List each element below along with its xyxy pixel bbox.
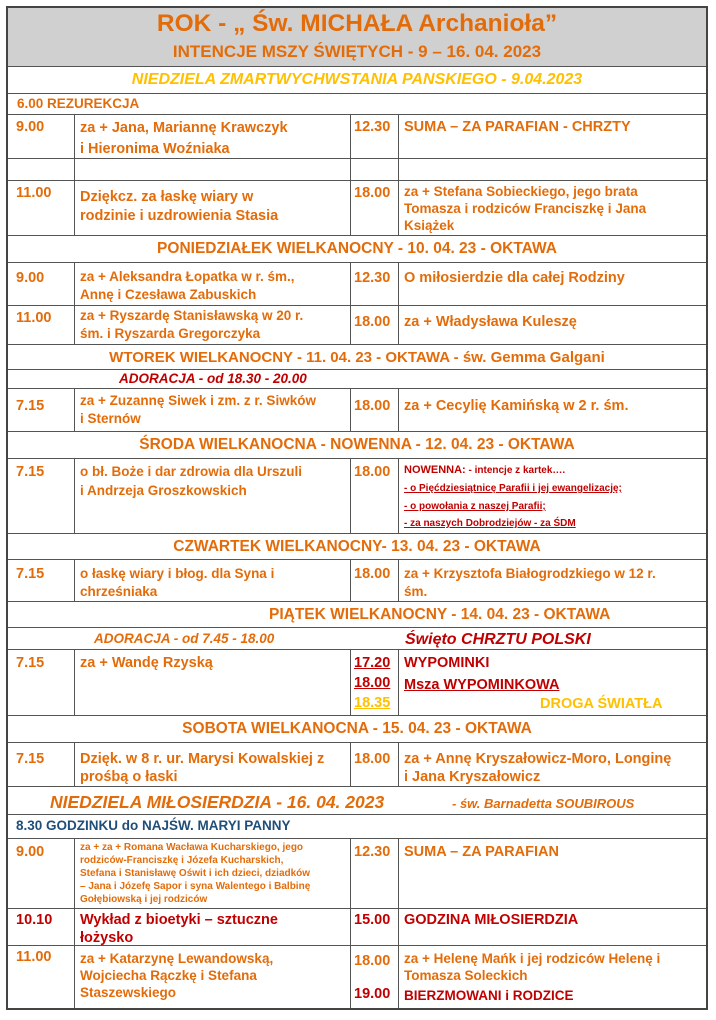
- intention-line: WYPOMINKI: [404, 655, 490, 671]
- feast-title: Święto CHRZTU POLSKI: [405, 631, 591, 648]
- mass-time: 7.15: [16, 655, 45, 671]
- day-title-monday: PONIEDZIAŁEK WIELKANOCNY - 10. 04. 23 - OKTAWA: [157, 240, 557, 257]
- col-divider: [350, 388, 351, 431]
- mass-time: 18.00: [354, 185, 391, 201]
- intention-line: za + Katarzynę Lewandowską,: [80, 951, 274, 966]
- col-divider: [350, 114, 351, 235]
- divider: [8, 533, 706, 534]
- col-divider: [74, 649, 75, 715]
- col-divider: [350, 559, 351, 601]
- intention-line: za + Ryszardę Stanisławską w 20 r.: [80, 308, 304, 323]
- intention-line: Dzięk. w 8 r. ur. Marysi Kowalskiej z: [80, 751, 325, 767]
- intention-line: o łaskę wiary i błog. dla Syna i: [80, 566, 275, 581]
- divider: [8, 559, 706, 560]
- divider: [8, 344, 706, 345]
- mass-time: 18.00: [354, 566, 391, 582]
- divider: [8, 431, 706, 432]
- novena-label: NOWENNA:: [404, 464, 466, 476]
- divider: [8, 388, 706, 389]
- col-divider: [74, 458, 75, 533]
- col-divider: [398, 559, 399, 601]
- intention-line: chrześniaka: [80, 584, 158, 599]
- novena-heading: [404, 464, 565, 477]
- divider: [8, 601, 706, 602]
- day-title-wednesday: ŚRODA WIELKANOCNA - NOWENNA - 12. 04. 23 - OKTAWA: [139, 436, 575, 453]
- col-divider: [74, 388, 75, 431]
- col-divider: [398, 742, 399, 786]
- divider: [8, 305, 706, 306]
- intention-line: za + Zuzannę Siwek i zm. z r. Siwków: [80, 393, 316, 408]
- mass-time: 18.00: [354, 464, 391, 480]
- col-divider: [398, 114, 399, 235]
- intention-line: za + Annę Kryszałowicz-Moro, Longinę: [404, 751, 672, 767]
- col-divider: [350, 742, 351, 786]
- mass-time: 7.15: [16, 751, 45, 767]
- divider: [8, 649, 706, 650]
- novena-intention: - za naszych Dobrodziejów - za ŚDM: [404, 518, 576, 529]
- day-title-divine-mercy-sunday: NIEDZIELA MIŁOSIERDZIA - 16. 04. 2023: [50, 792, 385, 812]
- mass-time: 7.15: [16, 398, 45, 414]
- col-divider: [398, 458, 399, 533]
- mass-time: 18.00: [354, 314, 391, 330]
- intention-line: śm.: [404, 584, 428, 599]
- intention-line: za + za + Romana Wacława Kucharskiego, jego: [80, 842, 304, 853]
- col-divider: [74, 559, 75, 601]
- intention-line: Msza WYPOMINKOWA: [404, 677, 560, 693]
- intention-line: za + Władysława Kuleszę: [404, 314, 577, 330]
- day-title-tuesday: WTOREK WIELKANOCNY - 11. 04. 23 - OKTAWA - św. Gemma Galgani: [109, 349, 605, 366]
- intention-line: rodziców-Franciszkę i Józefa Kucharskich,: [80, 855, 284, 866]
- day-title-friday: PIĄTEK WIELKANOCNY - 14. 04. 23 - OKTAWA: [269, 606, 611, 623]
- mass-time: 11.00: [16, 949, 52, 965]
- divider: [8, 262, 706, 263]
- col-divider: [74, 838, 75, 1008]
- event-line: GODZINA MIŁOSIERDZIA: [404, 912, 579, 928]
- intention-line: prośbą o łaski: [80, 769, 178, 785]
- intention-line: Książek: [404, 218, 455, 233]
- intention-line: Annę i Czesława Zabuskich: [80, 287, 257, 302]
- novena-intention: - o powołania z naszej Parafii;: [404, 501, 546, 512]
- divider: [8, 66, 706, 67]
- intention-line: za + Helenę Mańk i jej rodziców Helenę i: [404, 951, 661, 966]
- mass-time: 12.30: [354, 119, 391, 135]
- intention-line: za + Wandę Rzyską: [80, 655, 213, 671]
- lecture-line: Wykład z bioetyki – sztuczne: [80, 912, 278, 928]
- intention-line: rodzinie i uzdrowienia Stasia: [80, 208, 279, 224]
- mass-time: 12.30: [354, 844, 391, 860]
- intention-line: za + Krzysztofa Białogrodzkiego w 12 r.: [404, 566, 656, 581]
- mass-time: 15.00: [354, 912, 391, 928]
- divider: [8, 908, 706, 909]
- intention-line: Tomasza i rodziców Franciszkę i Jana: [404, 201, 647, 216]
- col-divider: [398, 388, 399, 431]
- col-divider: [74, 742, 75, 786]
- note-godzinki: 8.30 GODZINKU do NAJŚW. MARYI PANNY: [16, 818, 291, 833]
- intention-line: i Jana Kryszałowicz: [404, 769, 541, 785]
- intention-line: Gołębiowską i jej rodziców: [80, 894, 208, 905]
- intention-line: i Sternów: [80, 411, 141, 426]
- intention-line: DROGA ŚWIATŁA: [540, 696, 663, 712]
- intention-line: Tomasza Soleckich: [404, 968, 528, 983]
- col-divider: [398, 649, 399, 715]
- divider: [8, 838, 706, 839]
- intention-line: za + Jana, Mariannę Krawczyk: [80, 120, 288, 136]
- divider: [8, 814, 706, 815]
- mass-time: 11.00: [16, 310, 52, 326]
- divider: [8, 715, 706, 716]
- adoration-note: ADORACJA - od 18.30 - 20.00: [119, 371, 307, 386]
- saint-note: - św. Barnadetta SOUBIROUS: [452, 796, 635, 811]
- col-divider: [398, 838, 399, 1008]
- mass-time: 10.10: [16, 912, 53, 928]
- mass-time: 12.30: [354, 270, 391, 286]
- col-divider: [74, 114, 75, 235]
- day-title-thursday: CZWARTEK WIELKANOCNY- 13. 04. 23 - OKTAWA: [173, 538, 541, 555]
- divider: [8, 93, 706, 94]
- intention-line: Wojciecha Rączkę i Stefana: [80, 968, 257, 983]
- lecture-line: łożysko: [80, 930, 134, 946]
- adoration-note: ADORACJA - od 7.45 - 18.00: [94, 631, 275, 646]
- day-title-sunday-easter: NIEDZIELA ZMARTWYCHWSTANIA PANSKIEGO - 9.04.2023: [131, 71, 583, 88]
- schedule-sheet: [6, 6, 708, 1010]
- intention-line: – Jana i Józefę Sapor i syna Walentego i Balbinę: [80, 881, 311, 892]
- novena-subtitle: - intencje z kartek….: [465, 465, 566, 476]
- page-title: ROK - „ Św. MICHAŁA Archanioła”: [156, 10, 558, 37]
- col-divider: [74, 262, 75, 344]
- intention-line: za + Aleksandra Łopatka w r. śm.,: [80, 269, 295, 284]
- mass-time: 18.00: [354, 675, 391, 691]
- intention-line: SUMA – ZA PARAFIAN - CHRZTY: [404, 119, 631, 135]
- col-divider: [350, 649, 351, 715]
- col-divider: [350, 458, 351, 533]
- intention-line: za + Cecylię Kamińską w 2 r. śm.: [404, 398, 629, 414]
- col-divider: [398, 262, 399, 344]
- mass-time: 18.00: [354, 751, 391, 767]
- divider: [8, 235, 706, 236]
- mass-time: 11.00: [16, 185, 52, 201]
- divider: [8, 742, 706, 743]
- day-title-saturday: SOBOTA WIELKANOCNA - 15. 04. 23 - OKTAWA: [182, 720, 532, 737]
- intention-line: Dziękcz. za łaskę wiary w: [80, 189, 254, 205]
- divider: [8, 627, 706, 628]
- col-divider: [350, 262, 351, 344]
- event-line: BIERZMOWANI i RODZICE: [404, 988, 574, 1003]
- intention-line: śm. i Ryszarda Gregorczyka: [80, 326, 261, 341]
- mass-time: 19.00: [354, 986, 391, 1002]
- intention-line: o bł. Boże i dar zdrowia dla Urszuli: [80, 464, 303, 479]
- mass-time: 17.20: [354, 655, 391, 671]
- intention-line: Staszewskiego: [80, 985, 177, 1000]
- mass-time: 9.00: [16, 844, 45, 860]
- divider: [8, 114, 706, 115]
- mass-time: 9.00: [16, 270, 45, 286]
- intention-line: za + Stefana Sobieckiego, jego brata: [404, 184, 638, 199]
- mass-time: 18.00: [354, 398, 391, 414]
- novena-intention: - o Pięćdziesiątnicę Parafii i jej ewangelizację;: [404, 483, 622, 494]
- mass-time: 18.00: [354, 953, 391, 969]
- intention-line: i Andrzeja Groszkowskich: [80, 483, 247, 498]
- mass-time: 7.15: [16, 566, 45, 582]
- mass-time: 18.35: [354, 695, 391, 711]
- divider: [8, 458, 706, 459]
- page-subtitle: INTENCJE MSZY ŚWIĘTYCH - 9 – 16. 04. 2023: [172, 42, 542, 61]
- divider: [8, 369, 706, 370]
- divider: [8, 180, 706, 181]
- intention-line: SUMA – ZA PARAFIAN: [404, 844, 559, 860]
- intention-line: i Hieronima Woźniaka: [80, 141, 230, 157]
- note-rezurekcja: 6.00 REZUREKCJA: [17, 96, 140, 111]
- mass-time: 7.15: [16, 464, 45, 480]
- mass-time: 9.00: [16, 119, 45, 135]
- intention-line: Stefana i Stanisławę Oświt i ich dzieci, dziadków: [80, 868, 311, 879]
- intention-line: O miłosierdzie dla całej Rodziny: [404, 270, 625, 286]
- col-divider: [350, 838, 351, 1008]
